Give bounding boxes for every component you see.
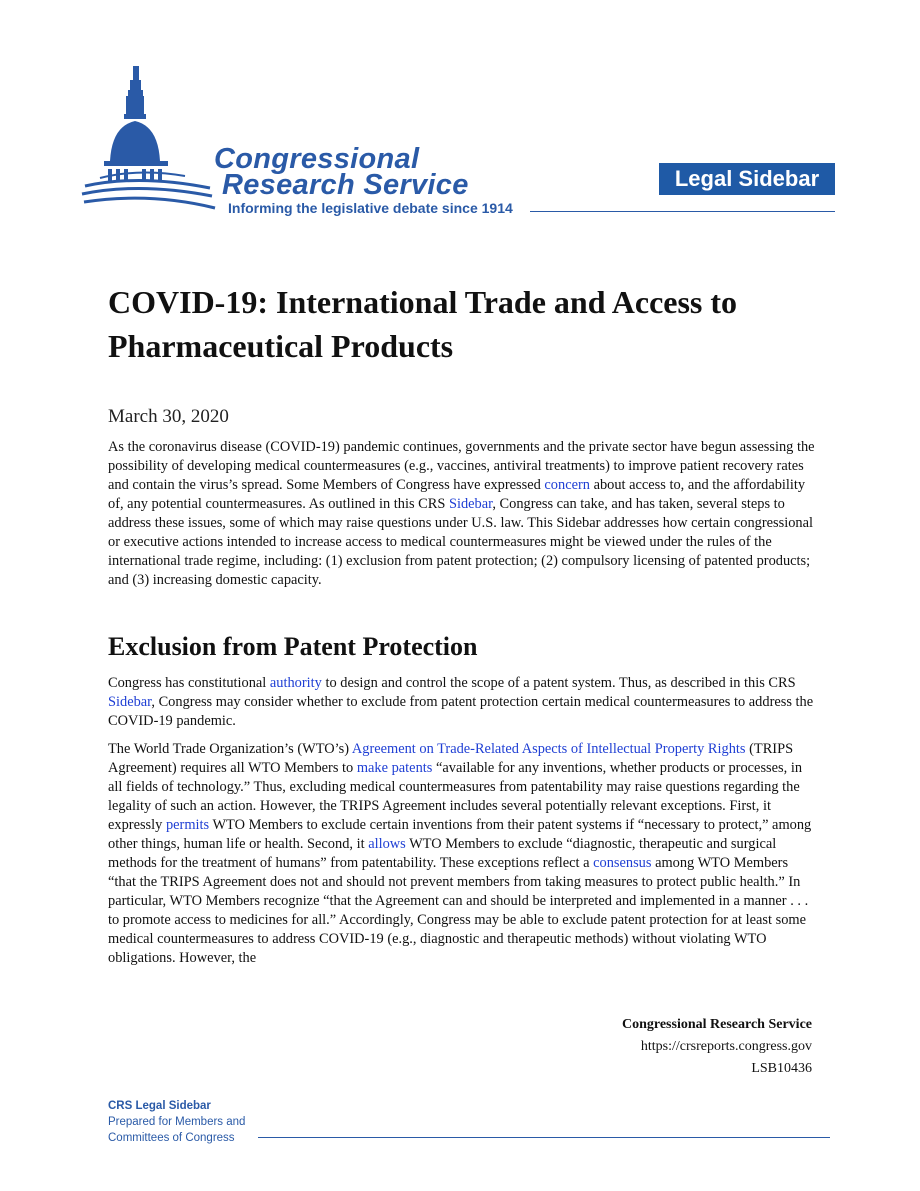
link-trips-agreement[interactable]: Agreement on Trade-Related Aspects of Intellectual Property Rights bbox=[351, 741, 746, 757]
p2-text-5: WTO Members to exclude “diagnostic, therapeutic and surgical methods for the treatment of humans” from patentability. These exceptions reflect a bbox=[108, 836, 777, 871]
footer-id: LSB10436 bbox=[751, 1061, 812, 1076]
publication-date: March 30, 2020 bbox=[108, 406, 229, 427]
page-footer bbox=[622, 1014, 812, 1080]
logo-tagline: Informing the legislative debate since 1914 bbox=[228, 200, 513, 216]
intro-text-2: about access to, and the affordability of, any potential countermeasures. As outlined in this CRS bbox=[108, 477, 806, 512]
intro-text-3: , Congress can take, and has taken, several steps to address these issues, some of which may raise questions under U.S. law. This Sidebar addresses how certain congressional or executive actions intended to increase access to medical countermeasures might be viewed under the rules of the international trade regime, including: (1) exclusion from patent protection; (2) compulsory licensing of patented products; and (3) increasing domestic capacity. bbox=[108, 496, 813, 588]
logo-line-2: Research Service bbox=[222, 169, 469, 201]
p1-text-1: Congress has constitutional bbox=[108, 675, 270, 691]
link-allows[interactable]: allows bbox=[368, 836, 406, 852]
link-sidebar[interactable]: Sidebar bbox=[448, 496, 493, 512]
p1-text-2: to design and control the scope of a patent system. Thus, as described in this CRS bbox=[321, 675, 796, 691]
section-heading: Exclusion from Patent Protection bbox=[108, 632, 478, 661]
tagline-rule bbox=[530, 211, 835, 212]
link-permits[interactable]: permits bbox=[165, 817, 210, 833]
p2-text-2: (TRIPS Agreement) requires all WTO Members to bbox=[108, 741, 794, 776]
bottom-line-3: Committees of Congress bbox=[108, 1132, 235, 1144]
link-consensus[interactable]: consensus bbox=[593, 855, 652, 871]
p2-text-4: WTO Members to exclude certain inventions from their patent systems if “necessary to protect,” among other things, human life or health. Second, it bbox=[108, 817, 812, 852]
bottom-line-2: Prepared for Members and bbox=[108, 1116, 246, 1128]
crs-bottom-label bbox=[108, 1098, 245, 1146]
link-authority[interactable]: authority bbox=[269, 675, 322, 691]
link-make-patents[interactable]: make patents bbox=[356, 760, 433, 776]
p1-text-3: , Congress may consider whether to exclude from patent protection certain medical countermeasures to address the COVID-19 pandemic. bbox=[108, 694, 814, 729]
p2-text-6: among WTO Members “that the TRIPS Agreement does not and should not prevent members from taking measures to protect public health.” In particular, WTO Members recognize “that the Agreement can and should be interpreted and implemented in a manner . . . to promote access to medicines for all.” Accordingly, Congress may be able to exclude patent protection for at least some medical countermeasures to address COVID-19 (e.g., diagnostic and therapeutic methods) without violating WTO obligations. However, the bbox=[108, 855, 809, 966]
p2-text-1: The World Trade Organization’s (WTO’s) bbox=[108, 741, 352, 757]
legal-sidebar-badge: Legal Sidebar bbox=[659, 163, 835, 195]
link-sidebar-2[interactable]: Sidebar bbox=[108, 694, 152, 710]
capitol-dome-logo-icon bbox=[80, 66, 220, 216]
section-paragraph-1 bbox=[108, 674, 818, 731]
page-title: COVID-19: International Trade and Access to Pharmaceutical Products bbox=[108, 284, 738, 364]
footer-url[interactable]: https://crsreports.congress.gov bbox=[640, 1039, 812, 1054]
section-paragraph-2 bbox=[108, 740, 818, 968]
bottom-rule bbox=[258, 1137, 830, 1138]
footer-org: Congressional Research Service bbox=[621, 1017, 812, 1032]
intro-paragraph bbox=[108, 438, 818, 590]
logo-line-1: Congressional bbox=[214, 143, 420, 175]
link-concern[interactable]: concern bbox=[544, 477, 590, 493]
intro-text-1: As the coronavirus disease (COVID-19) pandemic continues, governments and the private sector have begun assessing the possibility of developing medical countermeasures (e.g., vaccines, antiviral treatments) to improve patient recovery rates and contain the virus’s spread. Some Members of Congress have expressed bbox=[108, 439, 815, 493]
p2-text-3: “available for any inventions, whether products or processes, in all fields of technology.” Thus, excluding medical countermeasures from patentability may raise questions regarding the legality of such an action. However, the TRIPS Agreement includes several potentially relevant exceptions. First, it expressly bbox=[108, 760, 803, 833]
bottom-line-1: CRS Legal Sidebar bbox=[108, 1100, 211, 1112]
